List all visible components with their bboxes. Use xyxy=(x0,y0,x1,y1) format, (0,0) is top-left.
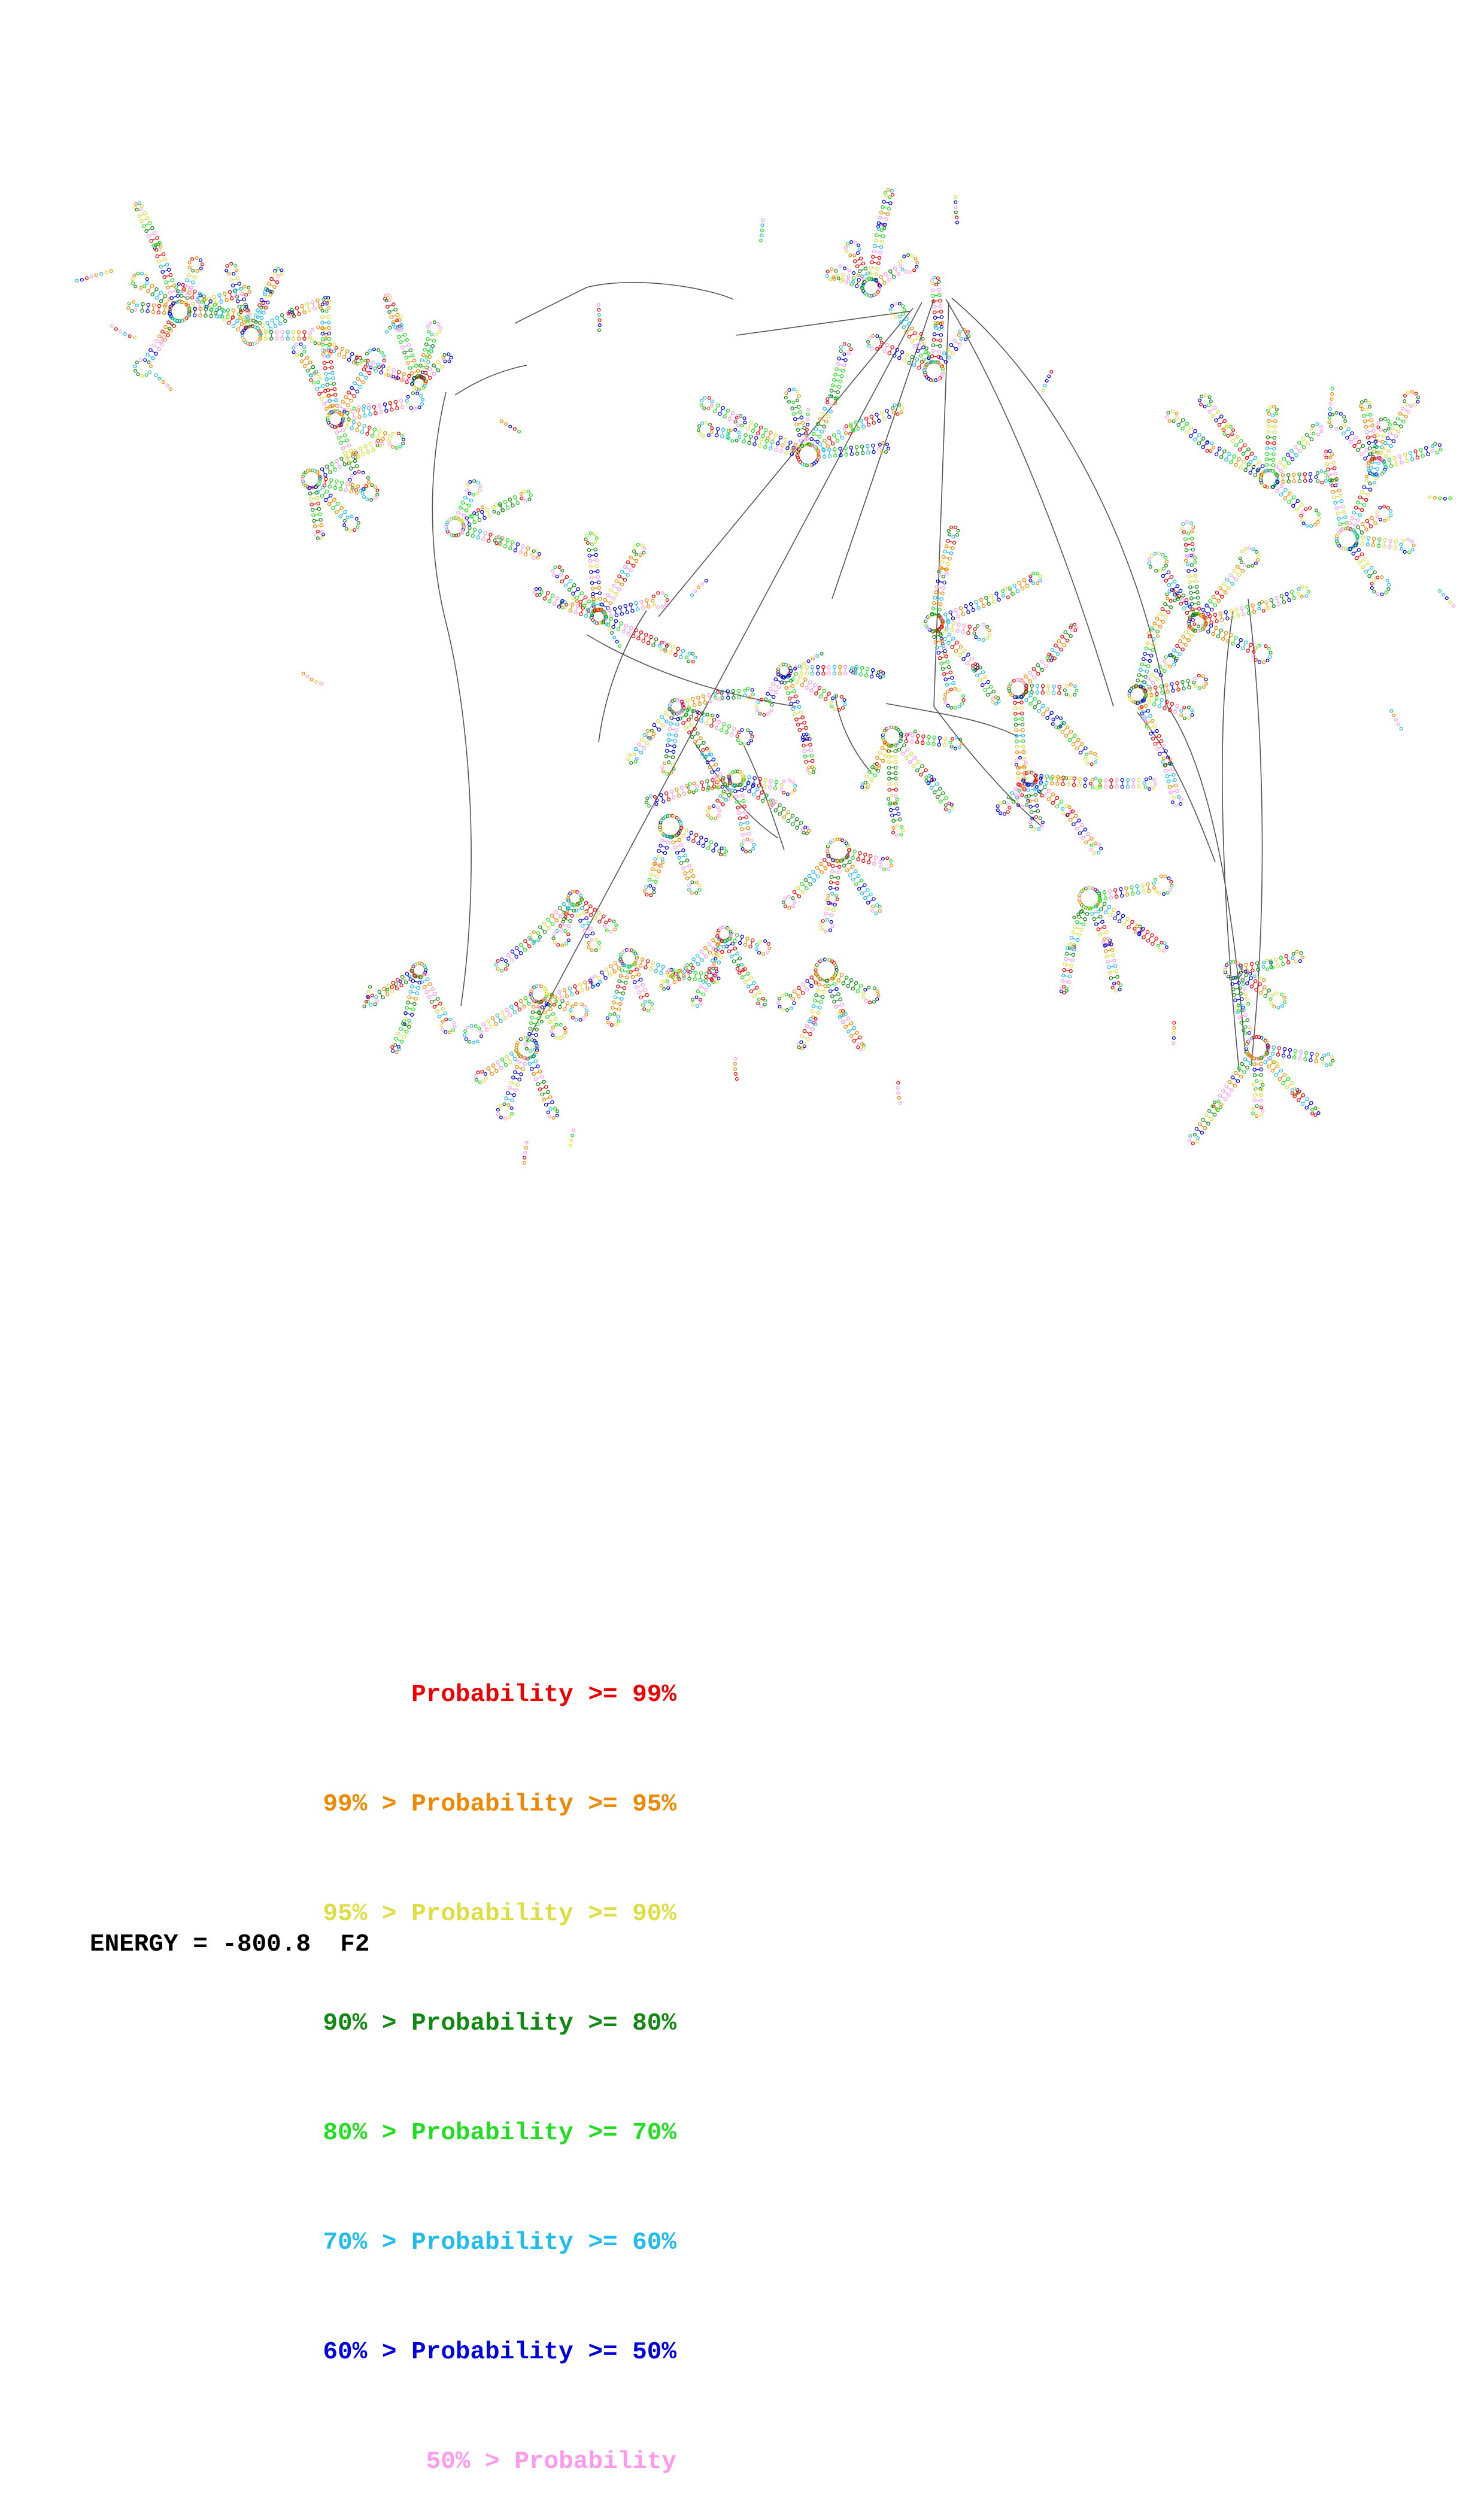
legend-label-70: 80% > Probability >= 70% xyxy=(323,2119,677,2147)
legend-label-80: 90% > Probability >= 80% xyxy=(323,2010,677,2037)
legend-label-90: 95% > Probability >= 90% xyxy=(323,1900,677,1928)
long-range-connector-lines xyxy=(432,283,1262,1072)
probability-legend xyxy=(90,1640,808,2517)
legend-row-80 xyxy=(90,1969,676,2079)
legend-label-50: 60% > Probability >= 50% xyxy=(323,2339,677,2366)
rna-structure-diagram xyxy=(0,0,1484,1257)
legend-row-50 xyxy=(90,2298,676,2407)
legend-row-70 xyxy=(90,2079,676,2188)
helix-group xyxy=(75,189,1455,1165)
legend-label-60: 70% > Probability >= 60% xyxy=(323,2229,677,2257)
energy-label: ENERGY = -800.8 F2 xyxy=(90,1931,369,1958)
legend-label-low: 50% > Probability xyxy=(426,2448,676,2476)
legend-label-95: 99% > Probability >= 95% xyxy=(323,1791,677,1818)
legend-label-99: Probability >= 99% xyxy=(411,1681,676,1709)
legend-row-low xyxy=(90,2407,676,2517)
legend-row-60 xyxy=(90,2188,676,2298)
legend-row-99 xyxy=(90,1640,676,1750)
legend-row-95 xyxy=(90,1750,676,1860)
